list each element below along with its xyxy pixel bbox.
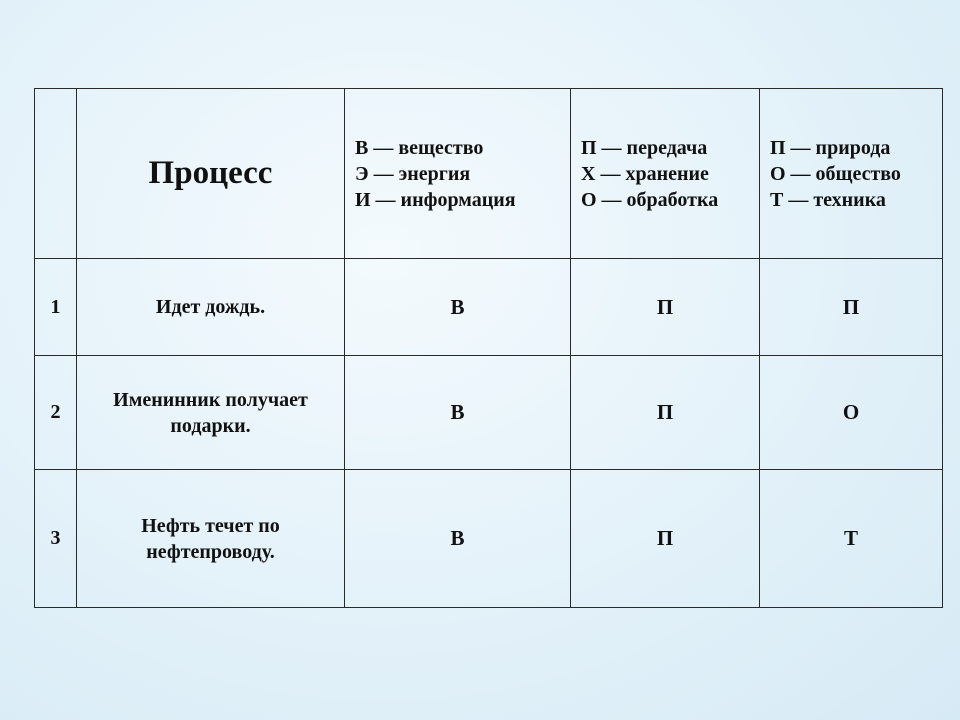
process-text: нефтепроводу. (146, 540, 275, 563)
legend-substance-line: Э — энергия (355, 162, 471, 185)
process-description (77, 356, 345, 470)
legend-domain-line: О — общество (770, 162, 901, 185)
process-text: Нефть течет по (141, 514, 280, 537)
process-description (77, 470, 345, 608)
header-number-cell (35, 89, 77, 259)
domain-value: Т (760, 470, 943, 608)
action-value: П (571, 259, 760, 356)
header-title: Процесс (77, 89, 345, 259)
row-number: 3 (35, 470, 77, 608)
legend-substance-line: И — информация (355, 188, 516, 211)
action-value: П (571, 356, 760, 470)
legend-substance-line: В — вещество (355, 136, 484, 159)
row-number: 2 (35, 356, 77, 470)
process-text: подарки. (170, 414, 251, 437)
process-text: Идет дождь. (155, 296, 266, 318)
substance-value: В (345, 259, 571, 356)
header-row (35, 89, 943, 259)
legend-action-line: Х — хранение (581, 162, 709, 185)
legend-action-line: О — обработка (581, 188, 719, 211)
legend-action-line: П — передача (581, 136, 708, 159)
legend-substance (345, 89, 571, 259)
legend-domain-line: П — природа (770, 136, 891, 159)
legend-action (571, 89, 760, 259)
legend-domain (760, 89, 943, 259)
domain-value: О (760, 356, 943, 470)
domain-value: П (760, 259, 943, 356)
row-number: 1 (35, 259, 77, 356)
table-row (35, 470, 943, 608)
action-value: П (571, 470, 760, 608)
table-row (35, 259, 943, 356)
process-text: Именинник получает (113, 388, 308, 411)
legend-domain-line: Т — техника (770, 188, 886, 211)
table-row (35, 356, 943, 470)
process-classification-table (34, 88, 943, 608)
substance-value: В (345, 356, 571, 470)
substance-value: В (345, 470, 571, 608)
process-description (77, 259, 345, 356)
